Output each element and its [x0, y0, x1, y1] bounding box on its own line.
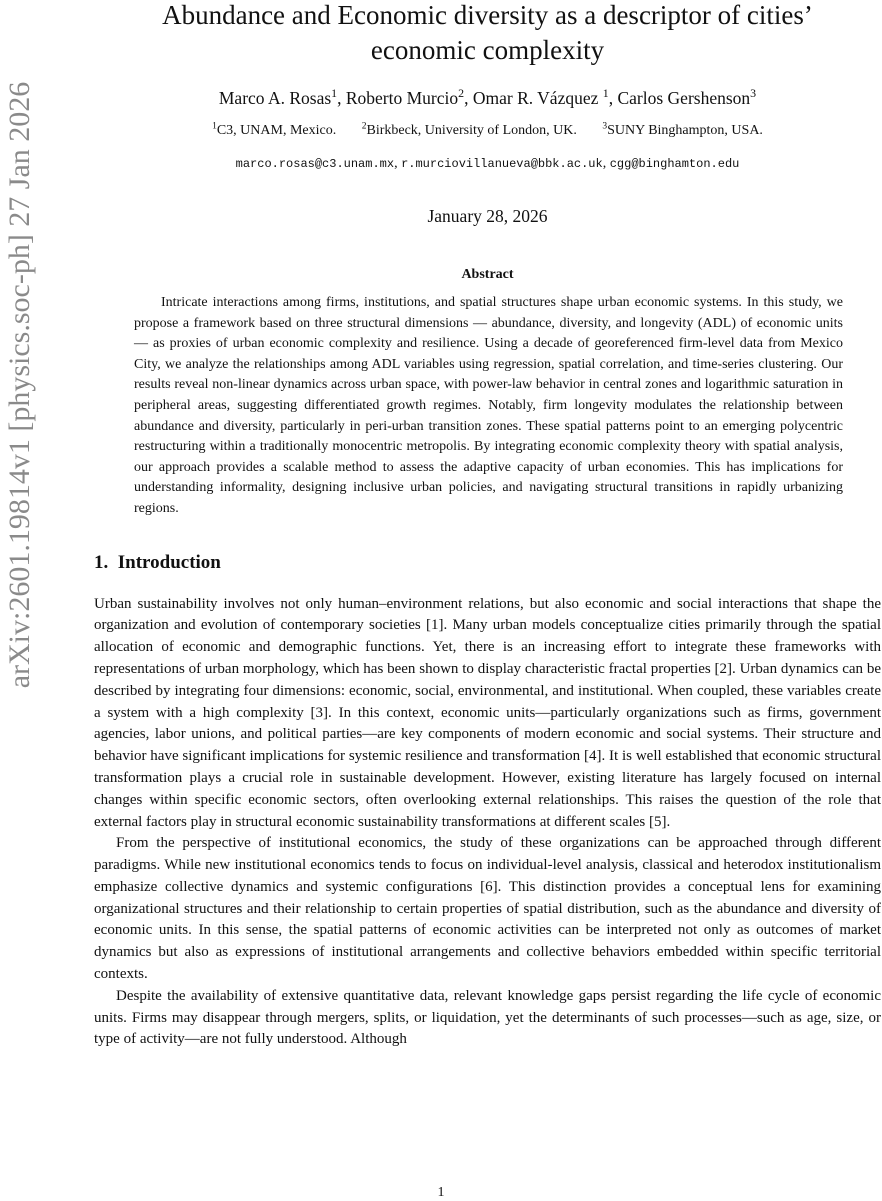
arxiv-identifier: arXiv:2601.19814v1 [physics.soc-ph] 27 Jan 2026 [3, 81, 36, 689]
email-separator: , [602, 156, 610, 171]
arxiv-sidebar [2, 81, 38, 689]
author-affil-mark: 1 [331, 86, 338, 101]
affiliation: SUNY Binghampton, USA. [607, 123, 763, 138]
email-separator: , [394, 156, 402, 171]
email-list [94, 156, 881, 172]
page-number: 1 [437, 1185, 445, 1200]
abstract-text: Intricate interactions among firms, institutions, and spatial structures shape urban economic systems. In this study, we propose a framework based on three structural dimensions — abundance, diversity, and longevity (ADL) of economic units — as proxies of urban economic complexity and resilience. Using a decade of georeferenced firm-level data from Mexico City, we analyze the relationships among ADL variables using regression, spatial correlation, and time-series clustering. Our results reveal non-linear dynamics across urban space, with power-law behavior in central zones and logarithmic saturation in peripheral areas, suggesting differentiated growth regimes. Notably, firm longevity modulates the relationship between abundance and diversity, particularly in peri-urban transition zones. These spatial patterns point to an emerging polycentric restructuring within a traditionally monocentric metropolis. By integrating economic complexity theory with spatial analysis, our approach provides a scalable method to assess the adaptive capacity of urban economies. This has implications for understanding informality, designing inclusive urban policies, and navigating structural transitions in rapidly urbanizing regions. [134, 295, 843, 516]
author-name: Roberto Murcio [345, 88, 459, 108]
author-affil-mark: 3 [750, 86, 757, 101]
body-paragraph: Urban sustainability involves not only human–environment relations, but also economic and social interactions that shape the organization and evolution of contemporary societies [1]. Many urban models conceptualize cities primarily through the spatial allocation of economic and demographic functions. Yet, there is an increasing effort to integrate these frameworks with representations of urban morphology, which has been shown to display characteristic fractal properties [2]. Urban dynamics can be described by integrating four dimensions: economic, social, environmental, and institutional. When coupled, these variables create a system with a high complexity [3]. In this context, economic units—particularly organizations such as firms, government agencies, labor unions, and political parties—are key components of modern economic and social systems. Their structure and behavior have significant implications for systemic resilience and transformation [4]. It is well established that economic structural transformation plays a crucial role in sustainable development. However, existing literature has largely focused on internal changes within specific economic sectors, often overlooking external relationships. This raises the question of the role that external factors play in structural economic sustainability transformations at different scales [5]. [94, 595, 881, 830]
body-paragraph: Despite the availability of extensive quantitative data, relevant knowledge gaps persist regarding the life cycle of economic units. Firms may disappear through mergers, splits, or liquidation, yet the determinants of such processes—such as age, size, or type of activity—are not fully understood. Although [94, 987, 881, 1048]
section-heading [94, 552, 881, 574]
section-title: Introduction [117, 551, 221, 573]
author-list: Marco A. Rosas$^1$, Roberto Murcio$^2$, Omar R. Vázquez $^1$, Carlos Gershenson$^3$ [218, 86, 757, 108]
author-name: Omar R. Vázquez [472, 88, 599, 108]
abstract-heading: Abstract [461, 267, 514, 282]
affil-mark: 3 [602, 121, 608, 132]
author-affil-mark: 1 [602, 86, 609, 101]
body-paragraph: From the perspective of institutional economics, the study of these organizations can be approached through different paradigms. While new institutional economics tends to focus on individual-level analysis, classical and heterodox institutionalism emphasize collective dynamics and systemic configurations [6]. This distinction provides a conceptual lens for examining organizational structures and their relationship to certain properties of spatial distribution, such as the abundance and diversity of economic units. In this sense, the spatial patterns of economic activities can be interpreted not only as outcomes of market dynamics but also as expressions of institutional arrangements and collective behaviors embedded within specific territorial contexts. [94, 835, 881, 983]
affiliation: C3, UNAM, Mexico. [216, 123, 337, 138]
affil-mark: 1 [212, 121, 217, 132]
section-number: 1. [94, 551, 109, 573]
affil-mark: 2 [361, 121, 367, 132]
paper-title: Abundance and Economic diversity as a descriptor of cities’ economic complexity [162, 0, 813, 65]
author-name: Carlos Gershenson [617, 88, 751, 108]
paper-page [94, 0, 881, 1051]
author-name: Marco A. Rosas [218, 88, 332, 108]
author-affil-mark: 2 [458, 86, 465, 101]
paper-date: January 28, 2026 [427, 206, 548, 226]
affiliation: Birkbeck, University of London, UK. [366, 123, 577, 138]
email: marco.rosas@c3.unam.mx [235, 157, 395, 171]
email: r.murciovillanueva@bbk.ac.uk [401, 157, 603, 171]
affiliations [94, 123, 881, 139]
email: cgg@binghamton.edu [609, 157, 740, 171]
